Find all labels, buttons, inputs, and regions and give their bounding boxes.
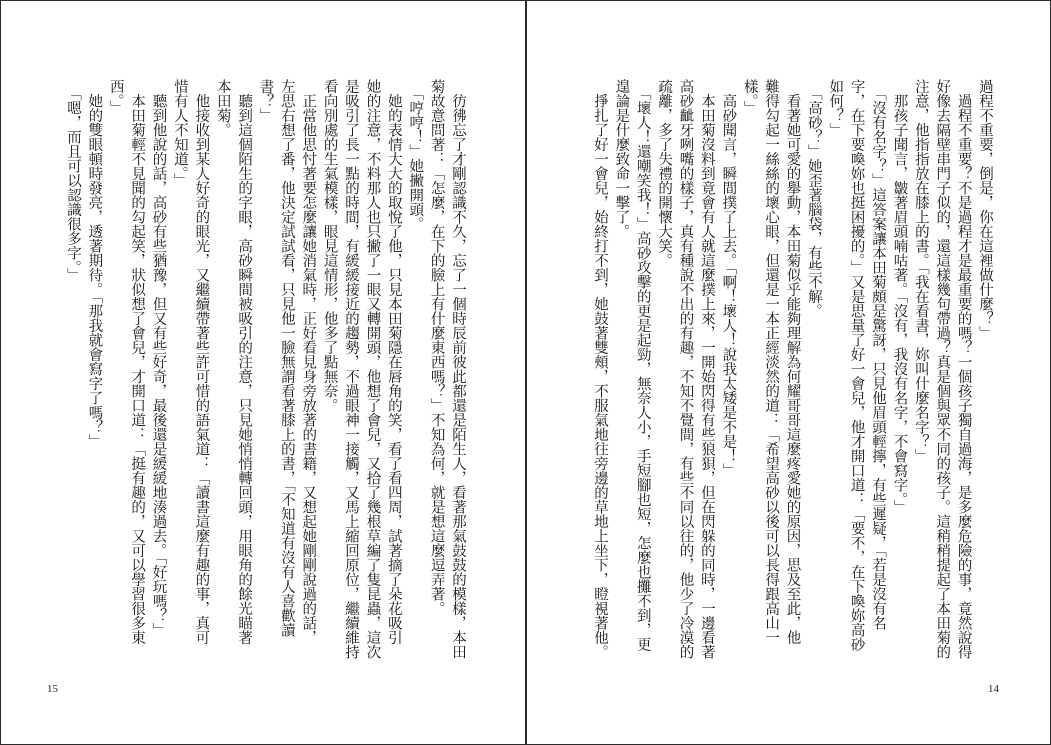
text-column: 正當他思忖著要怎麼讓她消氣時，正好看見身旁放著的書籍，又想起她剛剛說過的話， — [300, 79, 317, 645]
text-column: 疏離，多了失禮的開懷大笑。 — [656, 79, 673, 268]
text-column: 過程不重要？不是過程才是最重要的嗎？一個孩子獨自過海，是多麼危險的事，竟然說得 — [955, 79, 972, 659]
text-column: 她的注意，不料那人也只撇了一眼又轉開頭，他想了會兒，又拾了幾根草編了隻昆蟲，這次 — [364, 79, 381, 659]
text-column: 聽到他說的話，高砂有些猶豫，但又有些好奇，最後還是緩緩地湊過去。「好玩嗎？」 — [150, 79, 167, 638]
left-page-text — [61, 79, 468, 671]
text-column: 字，在下要喚妳也挺困擾的。」又是思量了好一會兒，他才開口道：「要不，在下喚妳高砂 — [848, 79, 865, 652]
text-column: 她的表情大大的取悅了他，只見本田菊隱在唇角的笑，看了看四周，試著摘了朵花吸引 — [385, 79, 402, 645]
text-column: 掙扎了好一會兒，始終打不到，她鼓著雙頰，不服氣地往旁邊的草地上坐下，瞪視著他。 — [591, 79, 608, 659]
spine-divider — [525, 0, 527, 745]
text-column: 高砂齜牙咧嘴的樣子，真有種說不出的有趣，不知不覺間，有些不同以往的，他少了冷漠的 — [677, 79, 694, 659]
text-column: 本田菊。 — [214, 79, 231, 137]
page-number: 15 — [47, 683, 58, 695]
text-column: 「高砂？」她歪著腦袋，有些不解。 — [805, 79, 822, 319]
text-column: 「哼哼！」她撇開頭。 — [407, 79, 424, 232]
text-column: 高砂聞言，瞬間撲了上去。「啊！壞人！說我太矮是不是！」 — [720, 79, 737, 478]
text-column: 他接收到某人好奇的眼光，又繼續帶著些許可惜的語氣道：「讀書這麼有趣的事，真可 — [193, 79, 210, 645]
text-column: 看著她可愛的舉動，本田菊似乎能夠理解為何耀哥哥這麼疼愛她的原因，思及至此，他 — [784, 79, 801, 645]
text-column: 注意，他指指放在膝上的書。「我在看書，妳叫什麼名字？」 — [912, 79, 929, 464]
text-column: 她的雙眼頓時發亮，透著期待。「那我就會寫字了嗎？」 — [86, 79, 103, 449]
text-column: 西。」 — [107, 79, 124, 116]
text-column: 菊故意問著：「怎麼，在下的臉上有什麼東西嗎？」不知為何，就是想這麼逗弄著。 — [428, 79, 445, 616]
text-column: 「沒有名字？」這答案讓本田菊頗是驚訝，只見他眉頭輕擰，有些遲疑，「若是沒有名 — [870, 79, 887, 630]
text-column: 本田菊沒料到竟會有人就這麼撲上來，一開始閃得有些狼狽，但在閃躲的同時，一邊看著 — [698, 79, 715, 659]
page-number: 14 — [988, 683, 999, 695]
text-column: 「嗯，而且可以認識很多字。」 — [64, 79, 81, 282]
text-column: 如何？」 — [827, 79, 844, 137]
text-column: 過程不重要，倒是，你在這裡做什麼？」 — [977, 79, 993, 340]
text-column: 「壞人！還嘲笑我！」高砂攻擊的更是起勁，無奈人小，手短腳也短，怎麼也攤不到，更 — [634, 79, 651, 652]
text-column: 是吸引了長一點的時間，有緩緩接近的趨勢，不過眼神一接觸，又馬上縮回原位，繼續維持 — [343, 79, 360, 659]
text-column: 惜有人不知道。」 — [171, 79, 188, 188]
text-column: 看向別處的生氣模樣，眼見這情形，他多了點無奈。 — [321, 79, 338, 413]
text-column: 左思右想了番，他決定試試看，只見他一臉無謂看著膝上的書，「不知道有沒有人喜歡讀 — [278, 79, 295, 638]
right-page-text — [588, 79, 995, 671]
text-column: 那孩子聞言，皺著眉頭喃咕著。「沒有，我沒有名字，不會寫字。」 — [891, 79, 908, 514]
text-column: 難得勾起一絲絲的壞心眼，但還是一本正經淡然的道：「希望高砂以後可以長得跟高山一 — [763, 79, 780, 645]
text-column: 遑論是什麼致命一擊了。 — [613, 79, 630, 239]
text-column: 好像去隔壁串門子似的，還這樣幾句帶過？真是個與眾不同的孩子。這稍稍提起了本田菊的 — [934, 79, 951, 659]
text-column: 樣。」 — [741, 79, 758, 116]
text-column: 聽到這個陌生的字眼，高砂瞬間被吸引的注意，只見她悄悄轉回頭，用眼角的餘光瞄著 — [236, 79, 253, 645]
text-column: 彷彿忘了才剛認識不久，忘了一個時辰前彼此都還是陌生人，看著那氣鼓鼓的模樣，本田 — [450, 79, 466, 659]
text-column: 本田菊輕不見聞的勾起笑，狀似想了會兒，才開口道：「挺有趣的，又可以學習很多東 — [129, 79, 146, 645]
text-column: 書？」 — [257, 79, 274, 123]
